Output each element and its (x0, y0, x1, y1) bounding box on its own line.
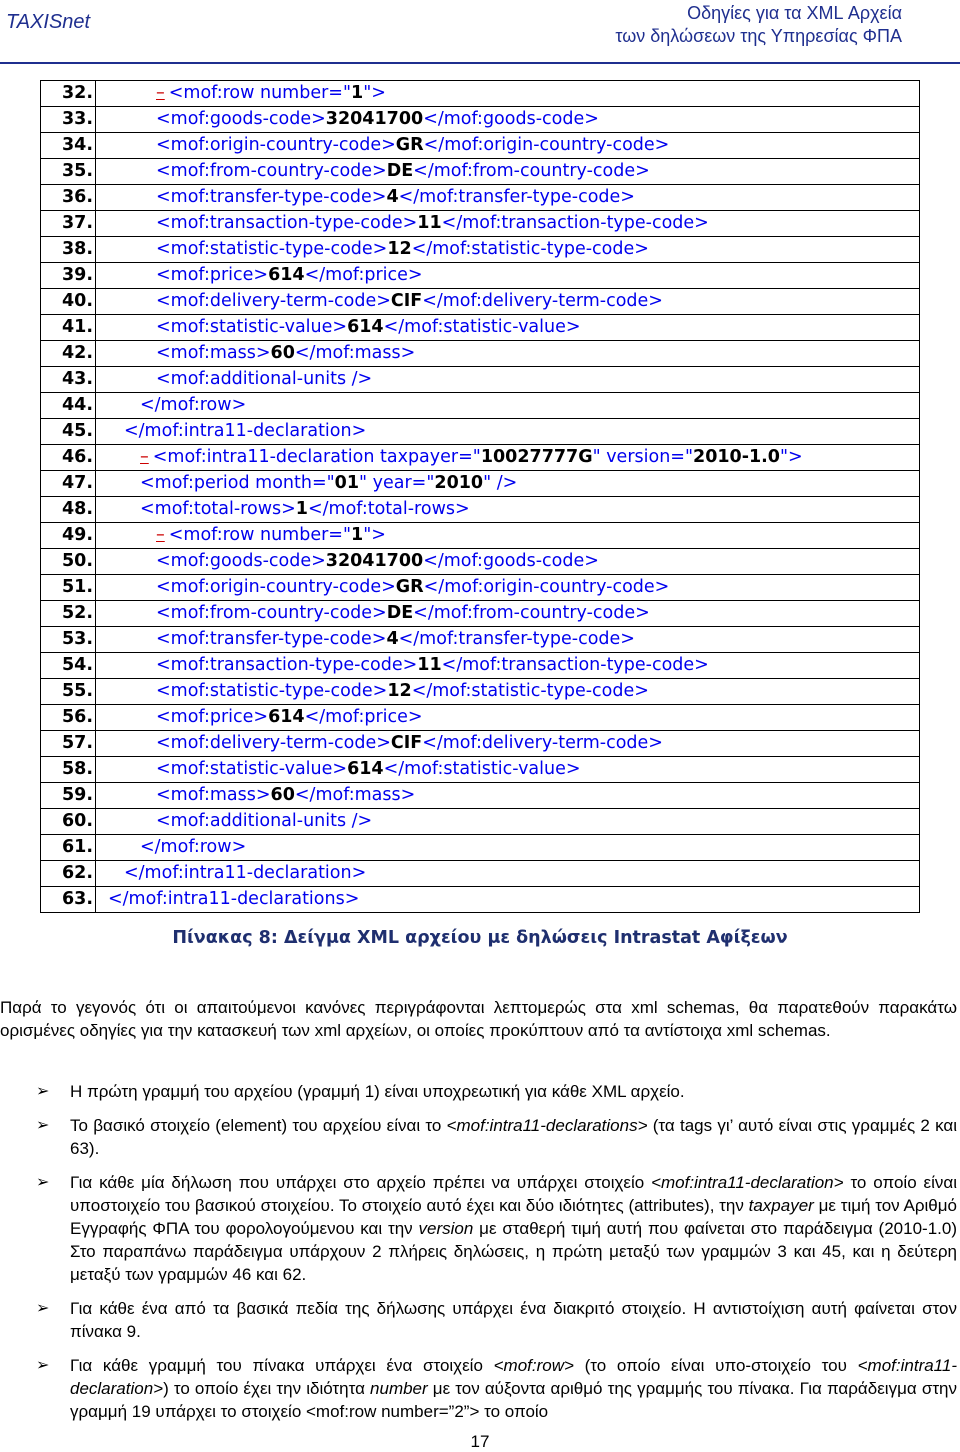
xml-value: GR (395, 135, 424, 155)
xml-markup: " year=" (359, 473, 435, 493)
xml-value: 614 (347, 317, 384, 337)
xml-markup: <mof:delivery-term-code> (156, 291, 391, 311)
xml-markup: <mof:price> (156, 265, 269, 285)
xml-line (96, 627, 920, 653)
xml-code-table (40, 80, 920, 913)
xml-markup: "> (780, 447, 803, 467)
xml-line (96, 133, 920, 159)
xml-markup: <mof:period month=" (140, 473, 335, 493)
xml-markup: <mof:transaction-type-code> (156, 655, 418, 675)
collapse-marker-icon[interactable]: – (140, 447, 149, 467)
code-row (41, 861, 920, 887)
xml-markup: <mof:intra11-declaration taxpayer=" (152, 447, 481, 467)
code-row (41, 679, 920, 705)
line-number: 48. (41, 497, 96, 523)
code-row (41, 133, 920, 159)
xml-line (96, 263, 920, 289)
rule-item (0, 1080, 957, 1103)
xml-markup: <mof:delivery-term-code> (156, 733, 391, 753)
line-number: 55. (41, 679, 96, 705)
xml-line (96, 81, 920, 107)
xml-value: 60 (270, 785, 295, 805)
header-divider (0, 62, 960, 64)
code-row (41, 575, 920, 601)
xml-markup: </mof:mass> (294, 343, 416, 363)
arrow-bullet-icon: ➢ (36, 1300, 50, 1317)
rule-attribute: version (418, 1219, 474, 1238)
xml-markup: <mof:mass> (156, 785, 271, 805)
rule-item (0, 1354, 957, 1423)
line-number: 37. (41, 211, 96, 237)
code-row (41, 653, 920, 679)
xml-value: 614 (268, 707, 305, 727)
document-title-line2: των δηλώσεων της Υπηρεσίας ΦΠΑ (615, 26, 902, 46)
rule-attribute: number (370, 1379, 428, 1398)
xml-markup: </mof:total-rows> (307, 499, 470, 519)
rule-attribute: taxpayer (748, 1196, 814, 1215)
xml-line (96, 653, 920, 679)
xml-markup: " /> (483, 473, 518, 493)
line-number: 58. (41, 757, 96, 783)
xml-value: 1 (351, 83, 364, 103)
line-number: 57. (41, 731, 96, 757)
xml-markup: </mof:transaction-type-code> (441, 213, 709, 233)
line-number: 42. (41, 341, 96, 367)
xml-markup: <mof:origin-country-code> (156, 135, 396, 155)
xml-value: 1 (351, 525, 364, 545)
xml-markup: </mof:price> (304, 707, 423, 727)
xml-line (96, 601, 920, 627)
xml-value: CIF (390, 291, 423, 311)
xml-markup: <mof:origin-country-code> (156, 577, 396, 597)
xml-value: 2010 (434, 473, 484, 493)
xml-line (96, 107, 920, 133)
xml-line (96, 315, 920, 341)
xml-value: 1 (295, 499, 308, 519)
xml-value: 614 (268, 265, 305, 285)
xml-line (96, 679, 920, 705)
code-row (41, 783, 920, 809)
line-number: 59. (41, 783, 96, 809)
xml-markup: <mof:transfer-type-code> (156, 187, 387, 207)
xml-line (96, 835, 920, 861)
xml-markup: <mof:price> (156, 707, 269, 727)
code-row (41, 523, 920, 549)
xml-markup: <mof:statistic-type-code> (156, 681, 388, 701)
code-row (41, 185, 920, 211)
xml-value: 12 (387, 239, 412, 259)
xml-markup: </mof:origin-country-code> (423, 577, 670, 597)
xml-value: 11 (417, 655, 442, 675)
rule-tag: <mof:row> (493, 1356, 574, 1375)
xml-markup: </mof:price> (304, 265, 423, 285)
line-number: 35. (41, 159, 96, 185)
line-number: 62. (41, 861, 96, 887)
xml-line (96, 159, 920, 185)
line-number: 38. (41, 237, 96, 263)
rule-text: ) το οποίο έχει την ιδιότητα (163, 1379, 371, 1398)
xml-line (96, 705, 920, 731)
xml-line (96, 549, 920, 575)
xml-markup: </mof:row> (140, 837, 247, 857)
xml-line (96, 809, 920, 835)
xml-markup: </mof:delivery-term-code> (422, 291, 663, 311)
xml-value: DE (386, 603, 414, 623)
line-number: 52. (41, 601, 96, 627)
code-row (41, 757, 920, 783)
document-title-line1: Οδηγίες για τα XML Αρχεία (687, 3, 902, 23)
xml-line (96, 289, 920, 315)
xml-markup: <mof:row number=" (168, 83, 352, 103)
xml-value: DE (386, 161, 414, 181)
xml-line (96, 575, 920, 601)
xml-line (96, 445, 920, 471)
xml-markup: "> (363, 83, 386, 103)
xml-line (96, 211, 920, 237)
xml-line (96, 887, 920, 913)
rule-item (0, 1114, 957, 1160)
line-number: 56. (41, 705, 96, 731)
rule-text: το οποίο είναι υποστοιχείο του βασικού στοιχείου. Το στοιχείο αυτό έχει και δύο ιδιότητες (attributes), την (70, 1173, 957, 1215)
xml-markup: <mof:row number=" (168, 525, 352, 545)
xml-markup: </mof:transfer-type-code> (398, 187, 635, 207)
xml-line (96, 471, 920, 497)
code-row (41, 549, 920, 575)
rule-text: Η πρώτη γραμμή του αρχείου (γραμμή 1) είναι υποχρεωτική για κάθε XML αρχείο. (70, 1082, 685, 1101)
xml-value: 60 (270, 343, 295, 363)
code-row (41, 159, 920, 185)
code-row (41, 731, 920, 757)
line-number: 39. (41, 263, 96, 289)
xml-markup: </mof:statistic-value> (383, 317, 581, 337)
xml-value: 12 (387, 681, 412, 701)
code-row (41, 887, 920, 913)
xml-value: 4 (386, 187, 399, 207)
xml-line (96, 185, 920, 211)
code-row (41, 705, 920, 731)
xml-markup: <mof:from-country-code> (156, 161, 387, 181)
xml-value: 32041700 (325, 109, 424, 129)
xml-markup: </mof:intra11-declarations> (108, 889, 360, 909)
xml-markup: "> (363, 525, 386, 545)
xml-markup: <mof:additional-units /> (156, 811, 373, 831)
rule-text: Το βασικό στοιχείο (element) του αρχείου είναι το (70, 1116, 447, 1135)
xml-markup: <mof:mass> (156, 343, 271, 363)
line-number: 53. (41, 627, 96, 653)
xml-line (96, 497, 920, 523)
xml-markup: </mof:mass> (294, 785, 416, 805)
line-number: 45. (41, 419, 96, 445)
xml-line (96, 757, 920, 783)
line-number: 47. (41, 471, 96, 497)
line-number: 46. (41, 445, 96, 471)
xml-markup: </mof:intra11-declaration> (124, 863, 367, 883)
intro-paragraph: Παρά το γεγονός ότι οι απαιτούμενοι κανόνες περιγράφονται λεπτομερώς στα xml schemas, θα παρατεθούν παρακάτω ορισμένες οδηγίες για την κατασκευή των xml αρχείων, οι οποίες προκύπτουν από τα αντίστοιχα xml schemas. (0, 998, 957, 1040)
xml-line (96, 523, 920, 549)
line-number: 44. (41, 393, 96, 419)
rules-list (0, 1080, 957, 1434)
line-number: 41. (41, 315, 96, 341)
code-row (41, 471, 920, 497)
line-number: 63. (41, 887, 96, 913)
code-row (41, 289, 920, 315)
xml-markup: <mof:additional-units /> (156, 369, 373, 389)
xml-markup: </mof:goods-code> (423, 551, 599, 571)
xml-markup: <mof:transfer-type-code> (156, 629, 387, 649)
code-row (41, 835, 920, 861)
collapse-marker-icon[interactable]: – (156, 525, 165, 545)
collapse-marker-icon[interactable]: – (156, 83, 165, 103)
code-row (41, 211, 920, 237)
arrow-bullet-icon: ➢ (36, 1357, 50, 1374)
table-caption: Πίνακας 8: Δείγμα XML αρχείου με δηλώσεις Intrastat Αφίξεων (172, 928, 788, 948)
xml-markup: " version=" (592, 447, 694, 467)
line-number: 54. (41, 653, 96, 679)
xml-value: 11 (417, 213, 442, 233)
line-number: 51. (41, 575, 96, 601)
code-row (41, 107, 920, 133)
xml-markup: <mof:statistic-value> (156, 759, 348, 779)
xml-value: 32041700 (325, 551, 424, 571)
code-row (41, 419, 920, 445)
xml-line (96, 237, 920, 263)
xml-markup: <mof:total-rows> (140, 499, 296, 519)
rule-text: με τιμή τον Αριθμό Εγγραφής ΦΠΑ του φορολογούμενου και την (70, 1196, 957, 1238)
code-row (41, 445, 920, 471)
xml-value: 614 (347, 759, 384, 779)
rule-tag: <mof:intra11-declarations> (446, 1116, 648, 1135)
xml-markup: </mof:origin-country-code> (423, 135, 670, 155)
code-row (41, 497, 920, 523)
line-number: 40. (41, 289, 96, 315)
xml-markup: </mof:intra11-declaration> (124, 421, 367, 441)
xml-value: 10027777G (480, 447, 593, 467)
line-number: 61. (41, 835, 96, 861)
page-number: 17 (470, 1432, 490, 1451)
xml-markup: <mof:goods-code> (156, 109, 326, 129)
xml-value: 2010-1.0 (693, 447, 780, 467)
rule-item (0, 1171, 957, 1286)
xml-markup: </mof:transaction-type-code> (441, 655, 709, 675)
line-number: 43. (41, 367, 96, 393)
rule-tag: <mof:intra11-declaration> (70, 1356, 957, 1398)
xml-line (96, 393, 920, 419)
line-number: 32. (41, 81, 96, 107)
xml-markup: </mof:statistic-type-code> (411, 239, 649, 259)
xml-line (96, 731, 920, 757)
xml-markup: <mof:statistic-type-code> (156, 239, 388, 259)
xml-markup: </mof:from-country-code> (413, 603, 650, 623)
rule-text: με σταθερή τιμή αυτή που φαίνεται στο παράδειγμα (2010-1.0) Στο παραπάνω παράδειγμα υπάρχουν 2 πλήρεις δηλώσεις, η πρώτη μεταξύ των γραμμών 3 και 45, και η δεύτερη μεταξύ των γραμμών 46 και 62. (70, 1219, 957, 1284)
xml-markup: <mof:goods-code> (156, 551, 326, 571)
code-row (41, 367, 920, 393)
line-number: 50. (41, 549, 96, 575)
xml-value: 4 (386, 629, 399, 649)
xml-line (96, 861, 920, 887)
xml-markup: </mof:row> (140, 395, 247, 415)
xml-markup: <mof:statistic-value> (156, 317, 348, 337)
xml-value: 01 (334, 473, 360, 493)
code-row (41, 263, 920, 289)
arrow-bullet-icon: ➢ (36, 1174, 50, 1191)
code-row (41, 601, 920, 627)
line-number: 49. (41, 523, 96, 549)
document-title (615, 2, 902, 48)
code-row (41, 627, 920, 653)
xml-line (96, 341, 920, 367)
code-row (41, 237, 920, 263)
xml-line (96, 367, 920, 393)
rule-text: (τα tags γι’ αυτό είναι στις γραμμές 2 και 63). (70, 1116, 958, 1158)
xml-markup: </mof:transfer-type-code> (398, 629, 635, 649)
xml-value: CIF (390, 733, 423, 753)
xml-markup: </mof:goods-code> (423, 109, 599, 129)
rule-text: Για κάθε μία δήλωση που υπάρχει στο αρχείο πρέπει να υπάρχει στοιχείο (70, 1173, 652, 1192)
rule-text: Για κάθε ένα από τα βασικά πεδία της δήλωσης υπάρχει ένα διακριτό στοιχείο. Η αντιστοίχιση αυτή φαίνεται στον πίνακα 9. (70, 1299, 957, 1341)
brand-logo: TAXISnet (6, 11, 91, 33)
xml-value: GR (395, 577, 424, 597)
rule-text: (το οποίο είναι υπο-στοιχείο του (573, 1356, 858, 1375)
line-number: 60. (41, 809, 96, 835)
xml-markup: </mof:delivery-term-code> (422, 733, 663, 753)
code-row (41, 315, 920, 341)
xml-markup: <mof:from-country-code> (156, 603, 387, 623)
line-number: 36. (41, 185, 96, 211)
xml-markup: </mof:from-country-code> (413, 161, 650, 181)
arrow-bullet-icon: ➢ (36, 1083, 50, 1100)
rule-text: με τον αύξοντα αριθμό της γραμμής του πίνακα. Για παράδειγμα στην γραμμή 19 υπάρχει το στοιχείο <mof:row number=”2”> το οποίο (70, 1379, 957, 1421)
rule-text: Για κάθε γραμμή του πίνακα υπάρχει ένα στοιχείο (70, 1356, 494, 1375)
rule-tag: <mof:intra11-declaration> (651, 1173, 844, 1192)
xml-line (96, 419, 920, 445)
xml-markup: </mof:statistic-type-code> (411, 681, 649, 701)
xml-markup: </mof:statistic-value> (383, 759, 581, 779)
rule-item (0, 1297, 957, 1343)
page-header (0, 0, 960, 70)
code-row (41, 341, 920, 367)
line-number: 34. (41, 133, 96, 159)
xml-markup: <mof:transaction-type-code> (156, 213, 418, 233)
xml-line (96, 783, 920, 809)
code-row (41, 809, 920, 835)
code-row (41, 81, 920, 107)
arrow-bullet-icon: ➢ (36, 1117, 50, 1134)
line-number: 33. (41, 107, 96, 133)
code-row (41, 393, 920, 419)
